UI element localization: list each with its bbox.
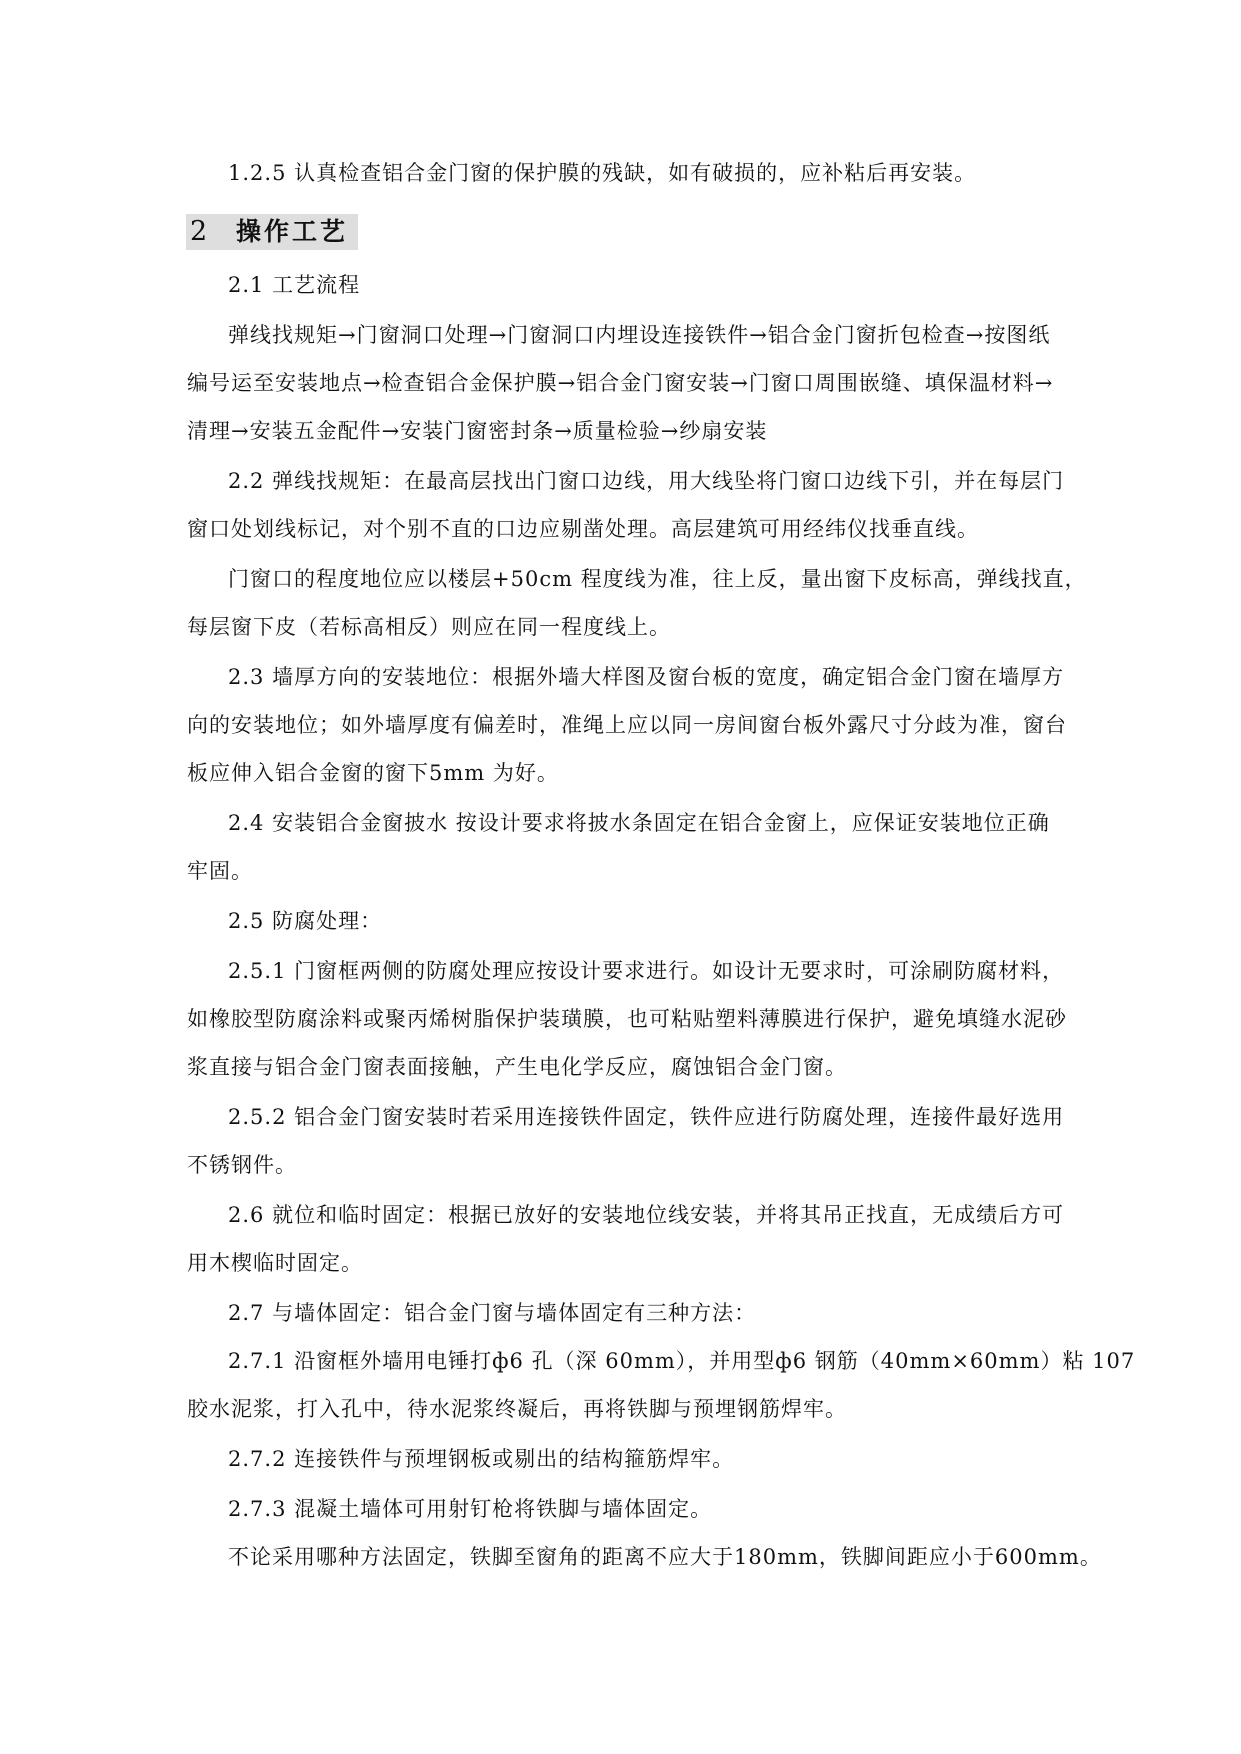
section-heading-number: 2 xyxy=(190,216,208,247)
paragraph-line: 2.6 就位和临时固定：根据已放好的安装地位线安装，并将其吊正找直，无成绩后方可 xyxy=(228,1203,1065,1227)
paragraph-line: 2.7.2 连接铁件与预埋钢板或剔出的结构箍筋焊牢。 xyxy=(228,1447,735,1471)
paragraph-line: 窗口处划线标记，对个别不直的口边应剔凿处理。高层建筑可用经纬仪找垂直线。 xyxy=(187,517,979,541)
paragraph-line: 如橡胶型防腐涂料或聚丙烯树脂保护装璜膜，也可粘贴塑料薄膜进行保护，避免填缝水泥砂 xyxy=(187,1007,1067,1031)
paragraph-line: 清理→安装五金配件→安装门窗密封条→质量检验→纱扇安装 xyxy=(187,419,768,443)
paragraph-line: 2.2 弹线找规矩：在最高层找出门窗口边线，用大线坠将门窗口边线下引，并在每层门 xyxy=(228,469,1065,493)
paragraph-line: 每层窗下皮（若标高相反）则应在同一程度线上。 xyxy=(187,615,671,639)
paragraph-line: 牢固。 xyxy=(187,859,253,883)
paragraph-line: 弹线找规矩→门窗洞口处理→门窗洞口内埋设连接铁件→铝合金门窗折包检查→按图纸 xyxy=(228,323,1051,347)
subsection-title: 2.7 与墙体固定：铝合金门窗与墙体固定有三种方法： xyxy=(228,1301,757,1325)
paragraph-line: 2.7.3 混凝土墙体可用射钉枪将铁脚与墙体固定。 xyxy=(228,1497,713,1521)
paragraph-line: 2.3 墙厚方向的安装地位：根据外墙大样图及窗台板的宽度，确定铝合金门窗在墙厚方 xyxy=(228,665,1065,689)
paragraph-line: 浆直接与铝合金门窗表面接触，产生电化学反应，腐蚀铝合金门窗。 xyxy=(187,1055,847,1079)
paragraph-line: 不论采用哪种方法固定，铁脚至窗角的距离不应大于180mm，铁脚间距应小于600mm。 xyxy=(228,1545,1102,1569)
paragraph-line: 2.4 安装铝合金窗披水 按设计要求将披水条固定在铝合金窗上，应保证安装地位正确 xyxy=(228,811,1050,835)
subsection-title: 2.1 工艺流程 xyxy=(228,273,361,297)
paragraph-line: 2.5.2 铝合金门窗安装时若采用连接铁件固定，铁件应进行防腐处理，连接件最好选用 xyxy=(228,1105,1065,1129)
paragraph-line: 向的安装地位；如外墙厚度有偏差时，准绳上应以同一房间窗台板外露尺寸分歧为准，窗台 xyxy=(187,713,1067,737)
section-heading-title: 操作工艺 xyxy=(236,217,349,246)
paragraph-line: 不锈钢件。 xyxy=(187,1153,297,1177)
paragraph-line: 2.7.1 沿窗框外墙用电锤打ф6 孔（深 60mm），并用型ф6 钢筋（40mm×60mm）粘 107 xyxy=(228,1349,1136,1373)
paragraph-line: 编号运至安装地点→检查铝合金保护膜→铝合金门窗安装→门窗口周围嵌缝、填保温材料→ xyxy=(187,371,1054,395)
subsection-title: 2.5 防腐处理： xyxy=(228,909,383,933)
paragraph-line: 门窗口的程度地位应以楼层+50cm 程度线为准，往上反，量出窗下皮标高，弹线找直， xyxy=(228,567,1087,591)
paragraph-line: 2.5.1 门窗框两侧的防腐处理应按设计要求进行。如设计无要求时，可涂刷防腐材料， xyxy=(228,959,1065,983)
paragraph-line: 1.2.5 认真检查铝合金门窗的保护膜的残缺，如有破损的，应补粘后再安装。 xyxy=(228,161,977,185)
paragraph-line: 用木楔临时固定。 xyxy=(187,1251,363,1275)
paragraph-line: 板应伸入铝合金窗的窗下5mm 为好。 xyxy=(187,761,559,785)
paragraph-line: 胶水泥浆，打入孔中，待水泥浆终凝后，再将铁脚与预埋钢筋焊牢。 xyxy=(187,1397,847,1421)
